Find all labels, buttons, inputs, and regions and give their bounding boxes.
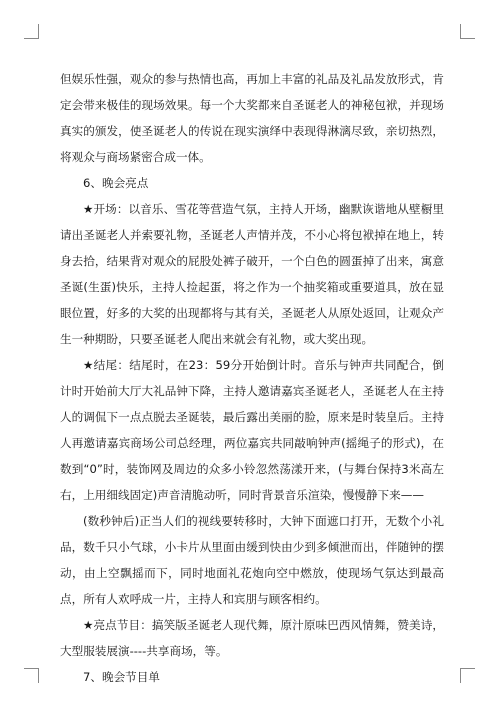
- paragraph-opening: ★开场：以音乐、雪花等营造气氛，主持人开场，幽默诙谐地从壁橱里请出圣诞老人并索要礼物，圣诞老人声情并茂，不小心将包袱掉在地上，转身去拾，结果背对观众的屁股处裤子破开，一个白色的圆蛋掉了出来，寓意圣诞(生蛋)快乐，主持人捡起蛋，将之作为一个抽奖箱或重要道具，放在显眼位置，好多的大奖的出现都将与其有关，圣诞老人从原处返回，让观众产生一种期盼，只要圣诞老人爬出来就会有礼物，或大奖出现。: [60, 202, 444, 346]
- section-heading-program-list: 7、晚会节目单: [83, 670, 160, 684]
- page-corner-mark-bottom-left: [24, 668, 39, 683]
- page-corner-mark-top-left: [24, 24, 39, 39]
- paragraph-highlight-program: ★亮点节目：搞笑版圣诞老人现代舞，原汁原味巴西风情舞，赞美诗，大型服装展演----共享商场，等。: [60, 618, 444, 658]
- page-corner-mark-top-right: [460, 24, 475, 39]
- paragraph-continuation: 但娱乐性强，观众的参与热情也高，再加上丰富的礼品及礼品发放形式，肯定会带来极佳的现场效果。每一个大奖都来自圣诞老人的神秘包袱，并现场真实的颁发，使圣诞老人的传说在现实演绎中表现得淋漓尽致，亲切热烈，将观众与商场紧密合成一体。: [60, 72, 444, 164]
- paragraph-ending: ★结尾：结尾时，在23：59分开始倒计时。音乐与钟声共同配合，倒计时开始前大厅大礼品钟下降，主持人邀请嘉宾圣诞老人，圣诞老人在主持人的调侃下一点点脱去圣诞装，最后露出美丽的脸，原来是时装皇后。主持人再邀请嘉宾商场公司总经理，两位嘉宾共同敲响钟声(摇绳子的形式)，在数到“0”时，装饰网及周边的众多小铃忽然荡漾开来，(与舞台保持3米高左右，上用细线固定)声音清脆动听，同时背景音乐渲染，慢慢静下来——: [60, 358, 444, 502]
- section-heading-highlights: 6、晚会亮点: [83, 176, 149, 190]
- paragraph-climax: (数秒钟后)正当人们的视线要转移时，大钟下面遮口打开，无数个小礼品，数千只小气球，小卡片从里面由缓到快由少到多倾泄而出，伴随钟的摆动，由上空飘摇而下，同时地面礼花炮向空中燃放，使现场气氛达到最高点，所有人欢呼成一片，主持人和宾朋与顾客相约。: [60, 514, 444, 606]
- page-corner-mark-bottom-right: [460, 668, 475, 683]
- document-body: [60, 66, 444, 690]
